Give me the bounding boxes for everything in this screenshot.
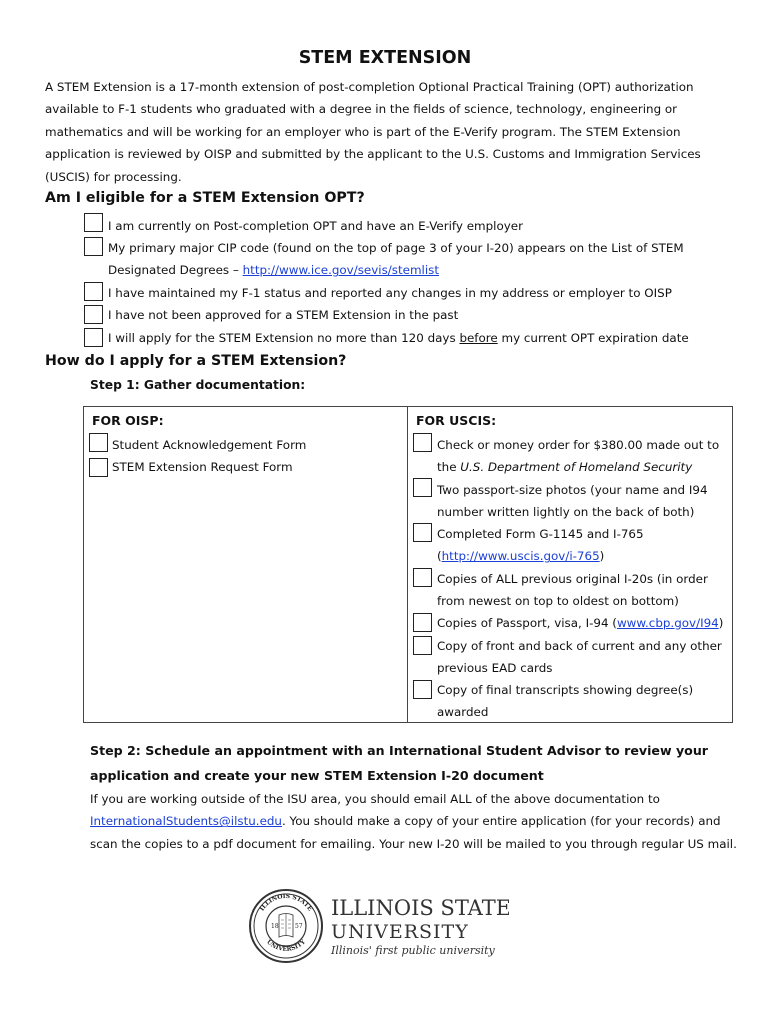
- university-logo: [249, 888, 509, 972]
- eligibility-item-1: I am currently on Post-completion OPT and have an E-Verify employer: [108, 219, 523, 233]
- step-2-heading: Step 2: Schedule an appointment with an International Student Advisor to review your application and create your new STEM Extension I-20 document: [90, 743, 709, 783]
- paren-close: ): [718, 616, 724, 630]
- step-2-body: [90, 788, 740, 855]
- intro-paragraph: A STEM Extension is a 17-month extension of post-completion Optional Practical Training (OPT) authorization available to F-1 students who graduated with a degree in the fields of science, technology, engineering or mathematics and will be working for an employer who is part of the E-Verify program. The STEM Extension application is reviewed by OISP and submitted by the applicant to the U.S. Customs and Immigration Services (USCIS) for processing.: [45, 80, 701, 184]
- uscis-checkbox-5[interactable]: [413, 613, 432, 632]
- eligibility-checkbox-1[interactable]: [84, 213, 103, 232]
- uscis-item-1-line-1: Check or money order for $380.00 made out to: [437, 438, 720, 452]
- uscis-checkbox-4[interactable]: [413, 568, 432, 587]
- uscis-item-7-line-1: Copy of final transcripts showing degree(s): [437, 683, 694, 697]
- eligibility-item-2-line-1: My primary major CIP code (found on the top of page 3 of your I-20) appears on the List of STEM: [108, 241, 684, 255]
- university-name-line-2: UNIVERSITY: [331, 921, 469, 943]
- uscis-item-5: [437, 612, 723, 634]
- uscis-checkbox-6[interactable]: [413, 636, 432, 655]
- eligibility-item-2: [108, 237, 684, 282]
- oisp-checkbox-2[interactable]: [89, 458, 108, 477]
- seal-year-a: 18: [271, 923, 279, 930]
- uscis-column: [408, 407, 733, 723]
- uscis-item-5-text: Copies of Passport, visa, I-94 (: [437, 616, 617, 630]
- uscis-item-1: [437, 434, 719, 479]
- uscis-item-2-line-1: Two passport-size photos (your name and I94: [437, 483, 708, 497]
- seal-top-text: ILLINOIS STATE: [258, 892, 314, 913]
- uscis-item-7-line-2: awarded: [437, 705, 489, 720]
- uscis-checkbox-1[interactable]: [413, 433, 432, 452]
- uscis-item-2-line-2: number written lightly on the back of both): [437, 505, 695, 520]
- step-2-text-a: If you are working outside of the ISU area, you should email ALL of the above documentation to: [90, 792, 660, 806]
- uscis-i765-link[interactable]: http://www.uscis.gov/i-765: [441, 549, 600, 564]
- eligibility-checkbox-5[interactable]: [84, 328, 103, 347]
- university-tagline: Illinois' first public university: [331, 944, 495, 957]
- requirements-table: [83, 406, 733, 723]
- uscis-item-1-line-2: [437, 456, 719, 478]
- stemlist-link[interactable]: http://www.ice.gov/sevis/stemlist: [242, 263, 439, 278]
- eligibility-item-4: I have not been approved for a STEM Extension in the past: [108, 308, 459, 322]
- seal-year-b: 57: [295, 923, 303, 930]
- eligibility-item-5-a: I will apply for the STEM Extension no more than 120 days: [108, 331, 460, 345]
- eligibility-item-3: I have maintained my F-1 status and reported any changes in my address or employer to OISP: [108, 286, 672, 300]
- eligibility-item-5-b: my current OPT expiration date: [497, 331, 689, 345]
- oisp-column: [84, 407, 408, 723]
- step-1-heading: Step 1: Gather documentation:: [90, 378, 306, 392]
- oisp-checkbox-1[interactable]: [89, 433, 108, 452]
- eligibility-heading: Am I eligible for a STEM Extension OPT?: [45, 190, 365, 206]
- uscis-checkbox-7[interactable]: [413, 680, 432, 699]
- uscis-item-6-line-2: previous EAD cards: [437, 661, 553, 676]
- eligibility-checkbox-2[interactable]: [84, 237, 103, 256]
- eligibility-item-2-text: Designated Degrees –: [108, 263, 243, 278]
- eligibility-item-5: [108, 327, 689, 349]
- uscis-item-4: [437, 568, 708, 613]
- uscis-item-6: [437, 635, 722, 680]
- page-title: STEM EXTENSION: [298, 48, 472, 68]
- eligibility-checkbox-3[interactable]: [84, 282, 103, 301]
- uscis-item-2: [437, 479, 708, 524]
- step-2-text-b: . You should make a copy of your entire application (for your records) and scan the copies to a pdf document for emailing. Your new I-20 will be mailed to you through regular US mail.: [90, 814, 737, 851]
- oisp-item-2: STEM Extension Request Form: [112, 460, 293, 474]
- uscis-checkbox-3[interactable]: [413, 523, 432, 542]
- eligibility-item-2-line-2: [108, 259, 684, 281]
- uscis-item-7: [437, 679, 693, 724]
- oisp-item-1: Student Acknowledgement Form: [112, 438, 307, 452]
- university-name-line-1: ILLINOIS STATE: [331, 896, 509, 920]
- uscis-item-1-payee: U.S. Department of Homeland Security: [460, 460, 693, 475]
- uscis-item-4-line-2: from newest on top to oldest on bottom): [437, 594, 679, 609]
- university-seal-icon: [249, 888, 509, 968]
- paren-open: (: [437, 549, 442, 564]
- uscis-item-3: [437, 523, 644, 568]
- uscis-item-4-line-1: Copies of ALL previous original I-20s (in order: [437, 572, 708, 586]
- seal-bottom-text: UNIVERSITY: [265, 938, 307, 953]
- uscis-item-3-line-2: [437, 545, 644, 567]
- uscis-item-6-line-1: Copy of front and back of current and any other: [437, 639, 722, 653]
- uscis-item-1-text: the: [437, 460, 461, 475]
- oisp-header: FOR OISP:: [92, 413, 164, 428]
- uscis-item-3-line-1: Completed Form G-1145 and I-765: [437, 527, 644, 541]
- eligibility-checkbox-4[interactable]: [84, 305, 103, 324]
- cbp-i94-link[interactable]: www.cbp.gov/I94: [616, 616, 719, 630]
- uscis-checkbox-2[interactable]: [413, 478, 432, 497]
- paren-close: ): [599, 549, 605, 564]
- isu-email-link[interactable]: InternationalStudents@ilstu.edu: [90, 814, 282, 829]
- eligibility-item-5-emphasis: before: [459, 331, 498, 345]
- uscis-header: FOR USCIS:: [416, 413, 497, 428]
- apply-heading: How do I apply for a STEM Extension?: [45, 353, 347, 369]
